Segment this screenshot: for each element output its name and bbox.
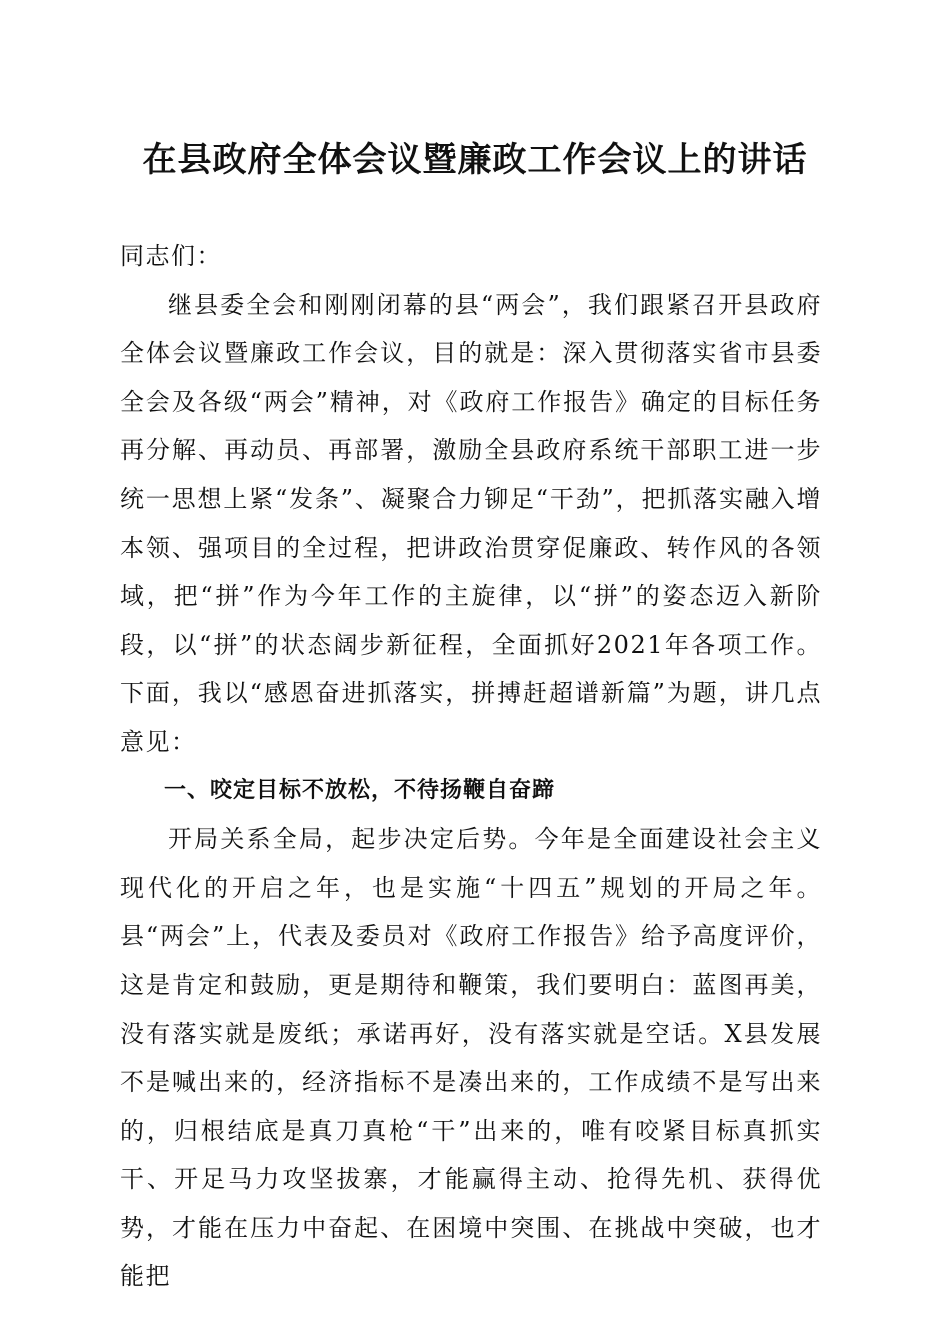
intro-paragraph: 继县委全会和刚刚闭幕的县“两会”，我们跟紧召开县政府全体会议暨廉政工作会议，目的就是：深入贯彻落实省市县委全会及各级“两会”精神，对《政府工作报告》确定的目标任务再分解、再动员、再部署，激励全县政府系统干部职工进一步统一思想上紧“发条”、凝聚合力铆足“干劲”，把抓落实融入增本领、强项目的全过程，把讲政治贯穿促廉政、转作风的各领域，把“拼”作为今年工作的主旋律，以“拼”的姿态迈入新阶段，以“拼”的状态阔步新征程，全面抓好2021年各项工作。下面，我以“感恩奋进抓落实，拼搏赶超谱新篇”为题，讲几点意见： bbox=[120, 290, 822, 756]
salutation: 同志们： bbox=[120, 242, 222, 270]
section-1-paragraph: 开局关系全局，起步决定后势。今年是全面建设社会主义现代化的开启之年，也是实施“十四五”规划的开局之年。县“两会”上，代表及委员对《政府工作报告》给予高度评价，这是肯定和鼓励，更是期待和鞭策，我们要明白：蓝图再美，没有落实就是废纸；承诺再好，没有落实就是空话。X县发展不是喊出来的，经济指标不是凑出来的，工作成绩不是写出来的，归根结底是真刀真枪“干”出来的，唯有咬紧目标真抓实干、开足马力攻坚拔寨，才能赢得主动、抢得先机、获得优势，才能在压力中奋起、在困境中突围、在挑战中突破，也才能把 bbox=[120, 825, 822, 1291]
document-body bbox=[120, 232, 822, 1301]
section-heading-1: 一、咬定目标不放松，不待扬鞭自奋蹄 bbox=[164, 777, 556, 803]
document-title: 在县政府全体会议暨廉政工作会议上的讲话 bbox=[142, 140, 808, 180]
